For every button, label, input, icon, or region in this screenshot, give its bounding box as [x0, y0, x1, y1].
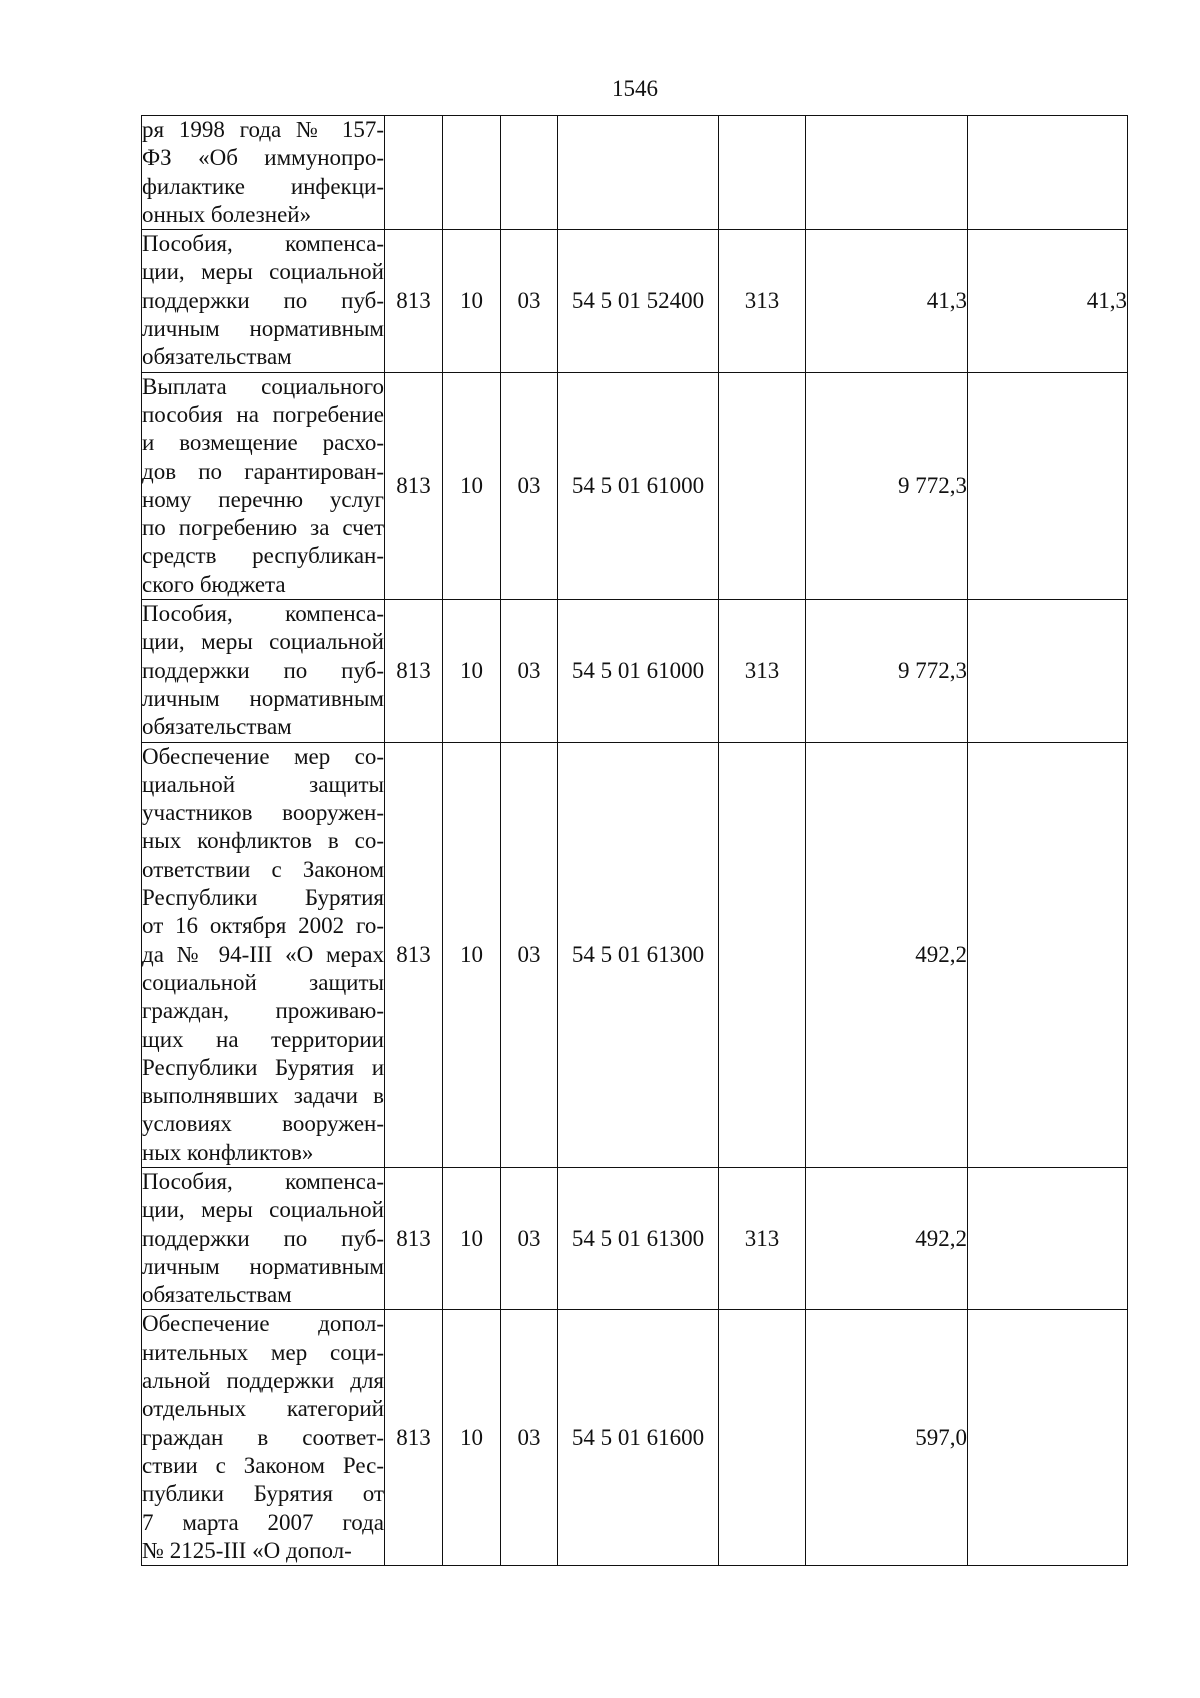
description-line: дов по гарантирован-: [142, 458, 384, 484]
description-line: условиях вооружен-: [142, 1111, 384, 1137]
table-row: [142, 600, 1128, 742]
table-row: [142, 230, 1128, 372]
description-line: обязательствам: [142, 1282, 292, 1308]
cell-vr: [719, 1310, 806, 1566]
cell-sum-1: 9 772,3: [806, 600, 968, 742]
cell-sum-2: [968, 1310, 1128, 1566]
cell-sum-2: [968, 116, 1128, 230]
page-number: 1546: [612, 76, 658, 101]
cell-csr: 54 5 01 52400: [558, 230, 719, 372]
cell-sum-1: 492,2: [806, 742, 968, 1167]
cell-pr: 03: [501, 1310, 558, 1566]
budget-table: [141, 115, 1128, 1566]
description-line: ции, меры социальной: [142, 259, 384, 285]
cell-sum-1: 492,2: [806, 1167, 968, 1309]
cell-csr: [558, 116, 719, 230]
description-line: Пособия, компенса-: [142, 1168, 384, 1194]
cell-pr: 03: [501, 372, 558, 599]
description-line: средств республикан-: [142, 543, 384, 569]
cell-vr: [719, 116, 806, 230]
description-line: филактике инфекци-: [142, 173, 384, 199]
cell-sum-2: [968, 600, 1128, 742]
table-row: [142, 372, 1128, 599]
cell-sum-1: 41,3: [806, 230, 968, 372]
description-line: по погребению за счет: [142, 515, 384, 541]
cell-rz: 10: [443, 600, 501, 742]
cell-gr: [385, 116, 443, 230]
description-line: социальной защиты: [142, 969, 384, 995]
description-line: поддержки по пуб-: [142, 657, 384, 683]
description-line: поддержки по пуб-: [142, 287, 384, 313]
description-line: обязательствам: [142, 344, 292, 370]
cell-gr: 813: [385, 1310, 443, 1566]
description-line: Обеспечение допол-: [142, 1311, 384, 1337]
cell-vr: 313: [719, 1167, 806, 1309]
table-row: [142, 742, 1128, 1167]
description-line: ных конфликтов»: [142, 1139, 314, 1165]
cell-gr: 813: [385, 230, 443, 372]
cell-gr: 813: [385, 372, 443, 599]
description-line: ря 1998 года № 157-: [142, 117, 384, 142]
description-line: ского бюджета: [142, 571, 286, 597]
cell-sum-2: [968, 372, 1128, 599]
description-line: ФЗ «Об иммунопро-: [142, 145, 384, 171]
description-line: онных болезней»: [142, 201, 312, 227]
cell-sum-1: [806, 116, 968, 230]
cell-vr: [719, 742, 806, 1167]
table-row: [142, 1167, 1128, 1309]
cell-gr: 813: [385, 600, 443, 742]
description-line: Обеспечение мер со-: [142, 743, 384, 769]
description-line: Выплата социального: [142, 373, 384, 399]
row-description: [142, 372, 385, 599]
cell-pr: 03: [501, 742, 558, 1167]
cell-vr: [719, 372, 806, 599]
description-line: ции, меры социальной: [142, 629, 384, 655]
cell-rz: 10: [443, 1310, 501, 1566]
cell-pr: 03: [501, 600, 558, 742]
description-line: поддержки по пуб-: [142, 1225, 384, 1251]
description-line: и возмещение расхо-: [142, 430, 384, 456]
cell-rz: 10: [443, 230, 501, 372]
description-line: пособия на погребение: [142, 401, 384, 427]
cell-sum-2: [968, 1167, 1128, 1309]
cell-csr: 54 5 01 61000: [558, 600, 719, 742]
cell-rz: 10: [443, 372, 501, 599]
cell-gr: 813: [385, 1167, 443, 1309]
row-description: [142, 600, 385, 742]
description-line: обязательствам: [142, 714, 292, 740]
cell-gr: 813: [385, 742, 443, 1167]
description-line: участников вооружен-: [142, 800, 384, 826]
cell-pr: 03: [501, 1167, 558, 1309]
row-description: [142, 116, 385, 230]
description-line: личным нормативным: [142, 1253, 384, 1279]
description-line: Пособия, компенса-: [142, 231, 384, 257]
cell-pr: [501, 116, 558, 230]
cell-rz: 10: [443, 1167, 501, 1309]
row-description: [142, 1167, 385, 1309]
cell-pr: 03: [501, 230, 558, 372]
row-description: [142, 742, 385, 1167]
description-line: ному перечню услуг: [142, 486, 384, 512]
cell-sum-1: 597,0: [806, 1310, 968, 1566]
description-line: ных конфликтов в со-: [142, 828, 384, 854]
cell-sum-1: 9 772,3: [806, 372, 968, 599]
cell-csr: 54 5 01 61000: [558, 372, 719, 599]
description-line: да № 94-III «О мерах: [142, 941, 384, 967]
description-line: щих на территории: [142, 1026, 384, 1052]
row-description: [142, 230, 385, 372]
description-line: граждан в соотвeт-: [142, 1424, 384, 1450]
description-line: Пособия, компенса-: [142, 601, 384, 627]
description-line: ствии с Законом Рес-: [142, 1452, 384, 1478]
description-line: личным нормативным: [142, 685, 384, 711]
table-row: [142, 116, 1128, 230]
cell-vr: 313: [719, 230, 806, 372]
description-line: Республики Бурятия и: [142, 1054, 384, 1080]
cell-csr: 54 5 01 61300: [558, 1167, 719, 1309]
description-line: ции, меры социальной: [142, 1197, 384, 1223]
description-line: нительных мер соци-: [142, 1339, 384, 1365]
description-line: циальной защиты: [142, 771, 384, 797]
description-line: 7 марта 2007 года: [142, 1509, 384, 1535]
description-line: № 2125-III «О допол-: [142, 1537, 352, 1563]
description-line: выполнявших задачи в: [142, 1083, 384, 1109]
description-line: ответствии с Законом: [142, 856, 384, 882]
cell-csr: 54 5 01 61300: [558, 742, 719, 1167]
cell-rz: [443, 116, 501, 230]
description-line: Республики Бурятия: [142, 885, 384, 911]
description-line: личным нормативным: [142, 316, 384, 342]
cell-sum-2: 41,3: [968, 230, 1128, 372]
table-row: [142, 1310, 1128, 1566]
cell-sum-2: [968, 742, 1128, 1167]
description-line: альной поддержки для: [142, 1368, 384, 1394]
cell-csr: 54 5 01 61600: [558, 1310, 719, 1566]
description-line: от 16 октября 2002 го-: [142, 913, 384, 939]
description-line: отдельных категорий: [142, 1396, 384, 1422]
row-description: [142, 1310, 385, 1566]
description-line: публики Бурятия от: [142, 1481, 384, 1507]
description-line: граждан, проживаю-: [142, 998, 384, 1024]
cell-rz: 10: [443, 742, 501, 1167]
cell-vr: 313: [719, 600, 806, 742]
